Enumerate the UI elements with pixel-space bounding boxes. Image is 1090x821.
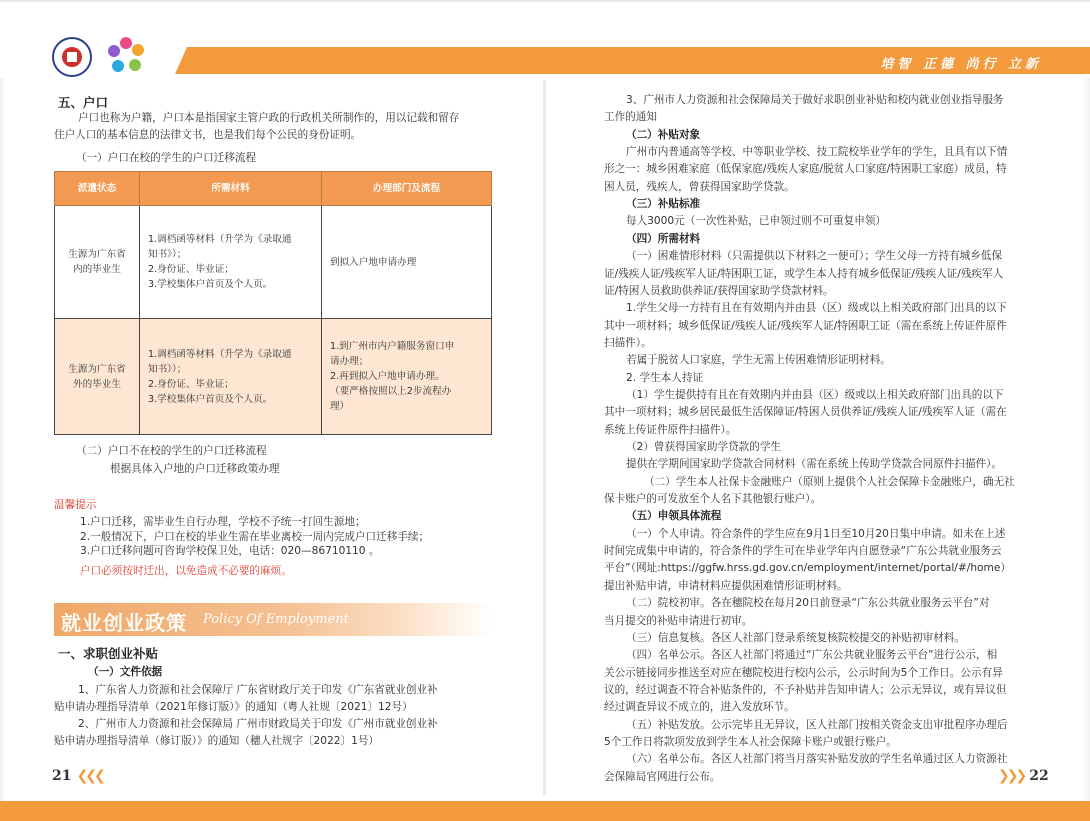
subsection-title-not-in-school: （二）户口不在校的学生的户口迁移流程 (76, 445, 267, 457)
tip-item-1: 1.户口迁移，需毕业生自行办理，学校不予统一打回生源地； (80, 516, 366, 528)
page-number-left-group (52, 765, 103, 784)
footer-bar (0, 801, 1090, 821)
page-right-edge (1081, 78, 1090, 801)
body-line: 每人3000元（一次性补贴，已申领过则不可重复申领） (626, 215, 887, 228)
cell-text: 3.学校集体户首页及个人页。 (148, 393, 273, 405)
body-line: （二）学生本人社保卡金融账户（原则上提供个人社会保障卡金融账户，确无社 (644, 475, 1015, 488)
page-number-right: 22 (1029, 768, 1049, 784)
body-line: 关公示链接同步推送至对应在穗院校进行校内公示，公示时间为5个工作日。公示有异 (604, 666, 1003, 679)
body-line: 议的，经过调查不符合补贴条件的，不予补贴并告知申请人；公示无异议，或有异议但 (604, 683, 1007, 696)
body-line: 困人员，残疾人，曾获得国家助学贷款。 (604, 180, 795, 193)
tip-item-2: 2.一般情况下，户口在校的毕业生需在毕业离校一周内完成户口迁移手续； (80, 531, 430, 543)
body-line: 其中一项材料；城乡低保证/残疾人证/残疾军人证/特困职工证（需在系统上传证件原件 (604, 319, 1007, 332)
cell-text: 理） (330, 401, 350, 412)
body-line: 2. 学生本人持证 (626, 371, 704, 384)
cell-text: 2.身份证、毕业证； (148, 378, 234, 390)
doc-line-2: 贴申请办理指导清单（2021年修订版）》的通知（粤人社规〔2021〕12号） (54, 701, 413, 713)
cell-text: 到拟入户地申请办理 (330, 256, 417, 268)
tips-title: 温馨提示 (54, 499, 97, 511)
table-header-materials: 所需材料 (140, 172, 322, 206)
subsection-title: （二）补贴对象 (626, 128, 701, 141)
school-emblem-logo (52, 37, 92, 77)
body-line: 3、广州市人力资源和社会保障局关于做好求职创业补贴和校内就业创业指导服务 (626, 94, 1004, 106)
body-line: 扫描件）。 (604, 336, 652, 349)
subsection-title-documents: （一）文件依据 (88, 666, 163, 678)
cell-text: 生源为广东省 (68, 363, 126, 375)
cell-text: 知书》）； (148, 249, 187, 260)
section-title-job-subsidy: 一、求职创业补贴 (58, 646, 159, 661)
banner-title: 就业创业政策 (61, 611, 187, 635)
table-header-process: 办理部门及流程 (322, 172, 492, 206)
cell-text: 1.到广州市内户籍服务窗口申 (330, 341, 455, 352)
body-line: （2）曾获得国家助学贷款的学生 (626, 441, 782, 453)
chevron-left-icon: ❮❮❮ (76, 768, 103, 784)
body-line: 1.学生父母一方持有且在有效期内并由县（区）级或以上相关政府部门出具的以下 (626, 302, 1007, 315)
subsection-title: （四）所需材料 (626, 232, 701, 245)
body-line: 广州市内普通高等学校、中等职业学校、技工院校毕业学年的学生，且具有以下情 (626, 146, 1008, 159)
intro-line-2: 住户人口的基本信息的法律文书，也是我们每个公民的身份证明。 (54, 129, 362, 141)
table-cell-process (322, 319, 492, 435)
section-title-hukou: 五、户口 (58, 95, 109, 110)
body-line: 提出补贴申请，申请材料应提供困难情形证明材料。 (604, 579, 848, 592)
cell-text: 请办理； (330, 356, 369, 367)
cell-text: （要严格按照以上2步流程办 (330, 386, 452, 397)
body-line: 时间完成集中申请的，符合条件的学生可在毕业学年内自愿登录“广东公共就业服务云 (604, 545, 1002, 558)
body-line: 5个工作日将款项发放到学生本人社会保障卡账户或银行账户。 (604, 735, 897, 748)
body-line: （一）困难情形材料（只需提供以下材料之一便可）；学生父母一方持有城乡低保 (626, 250, 1003, 263)
hukou-migration-table (54, 171, 492, 435)
cell-text: 1.调档函等材料（升学为《录取通 (148, 348, 292, 360)
table-cell-status (55, 206, 140, 319)
body-line: 工作的通知 (604, 111, 657, 124)
doc-line-3: 2、广州市人力资源和社会保障局 广州市财政局关于印发《广州市就业创业补 (78, 718, 438, 730)
body-line: 证/残疾人证/残疾军人证/特困职工证，或学生本人持有城乡低保证/残疾人证/残疾军人 (604, 267, 1004, 280)
body-line: 形之一：城乡困难家庭（低保家庭/残疾人家庭/脱贫人口家庭/特困职工家庭）成员，特 (604, 163, 1007, 176)
not-in-school-text: 根据具体入户地的户口迁移政策办理 (110, 463, 280, 475)
tip-item-3: 3.户口迁移问题可咨询学校保卫处，电话：020—86710110 。 (80, 545, 380, 557)
body-line: 会保障局官网进行公布。 (604, 770, 721, 783)
banner-subtitle: Policy Of Employment (203, 612, 349, 627)
header-motto: 培智 正德 尚行 立新 (880, 57, 1042, 72)
intro-line-1: 户口也称为户籍，户口本是指国家主管户政的行政机关所制作的，用以记载和留存 (78, 112, 460, 124)
body-line: 保卡账户的可发放至个人名下其他银行账户）。 (604, 493, 822, 506)
cell-text: 2.身份证、毕业证； (148, 264, 234, 275)
table-row (55, 319, 492, 435)
body-line: （三）信息复核。各区人社部门登录系统复核院校提交的补贴初审材料。 (626, 631, 965, 644)
page-top-edge (0, 0, 1090, 2)
body-line: 系统上传证件原件扫描件）。 (604, 423, 737, 436)
page-left-edge (0, 78, 6, 801)
body-line: 平台”（网址:https://ggfw.hrss.gd.gov.cn/employment/internet/portal/#/home） (604, 562, 1011, 575)
cell-text: 3.学校集体户首页及个人页。 (148, 279, 273, 290)
cell-text: 2.再到拟入户地申请办理。 (330, 371, 445, 382)
body-line: （六）名单公布。各区人社部门将当月落实补贴发放的学生名单通过区人力资源社 (626, 753, 1008, 766)
tip-warning: 户口必须按时迁出，以免造成不必要的麻烦。 (80, 565, 292, 577)
table-header-row (55, 172, 492, 206)
body-line: （五）补贴发放。公示完毕且无异议，区人社部门按相关资金支出审批程序办理后 (626, 718, 1008, 731)
body-line: （二）院校初审。各在穗院校在每月20日前登录“广东公共就业服务云平台”对 (626, 597, 990, 610)
subsection-title: （三）补贴标准 (626, 198, 701, 211)
body-line: 当月提交的补贴申请进行初审。 (604, 614, 753, 627)
cell-text: 外的毕业生 (73, 378, 121, 390)
cell-text: 知书》）； (148, 363, 187, 375)
table-cell-process (322, 206, 492, 319)
body-line: （一）个人申请。符合条件的学生应在9月1日至10月20日集中申请。如未在上述 (626, 527, 1006, 540)
table-header-status: 派遣状态 (55, 172, 140, 206)
doc-line-4: 贴申请办理指导清单（修订版）》的通知（穗人社规字〔2022〕1号） (54, 735, 380, 747)
table-cell-materials (140, 319, 322, 435)
chevron-right-icon: ❯❯❯ (998, 768, 1025, 784)
table-cell-status (55, 319, 140, 435)
body-line: （四）名单公示。各区人社部门将通过“广东公共就业服务云平台”进行公示，相 (626, 649, 998, 662)
page-number-left: 21 (52, 768, 72, 784)
body-line: （1）学生提供持有且在有效期内并由县（区）级或以上相关政府部门出具的以下 (626, 388, 1004, 401)
book-spine-divider (543, 80, 546, 795)
cell-text: 生源为广东省 (68, 249, 126, 260)
table-row (55, 206, 492, 319)
page-number-right-group (998, 765, 1049, 784)
table-cell-materials (140, 206, 322, 319)
doc-line-1: 1、广东省人力资源和社会保障厅 广东省财政厅关于印发《广东省就业创业补 (78, 684, 438, 696)
body-line: 证/特困人员救助供养证/获得国家助学贷款材料。 (604, 284, 834, 297)
subsection-title: （五）申领具体流程 (626, 510, 722, 523)
body-line: 经过调查异议不成立的，进入发放环节。 (604, 701, 795, 714)
cell-text: 内的毕业生 (73, 264, 121, 275)
subsection-title-in-school: （一）户口在校的学生的户口迁移流程 (76, 152, 257, 164)
colorful-flower-logo (104, 34, 148, 78)
cell-text: 1.调档函等材料（升学为《录取通 (148, 234, 292, 245)
body-line: 若属于脱贫人口家庭，学生无需上传困难情形证明材料。 (626, 354, 891, 367)
body-line: 提供在学期间国家助学贷款合同材料（需在系统上传助学贷款合同原件扫描件）。 (626, 458, 1003, 471)
body-line: 其中一项材料；城乡居民最低生活保障证/特困人员供养证/残疾人证/残疾军人证（需在 (604, 406, 1007, 419)
